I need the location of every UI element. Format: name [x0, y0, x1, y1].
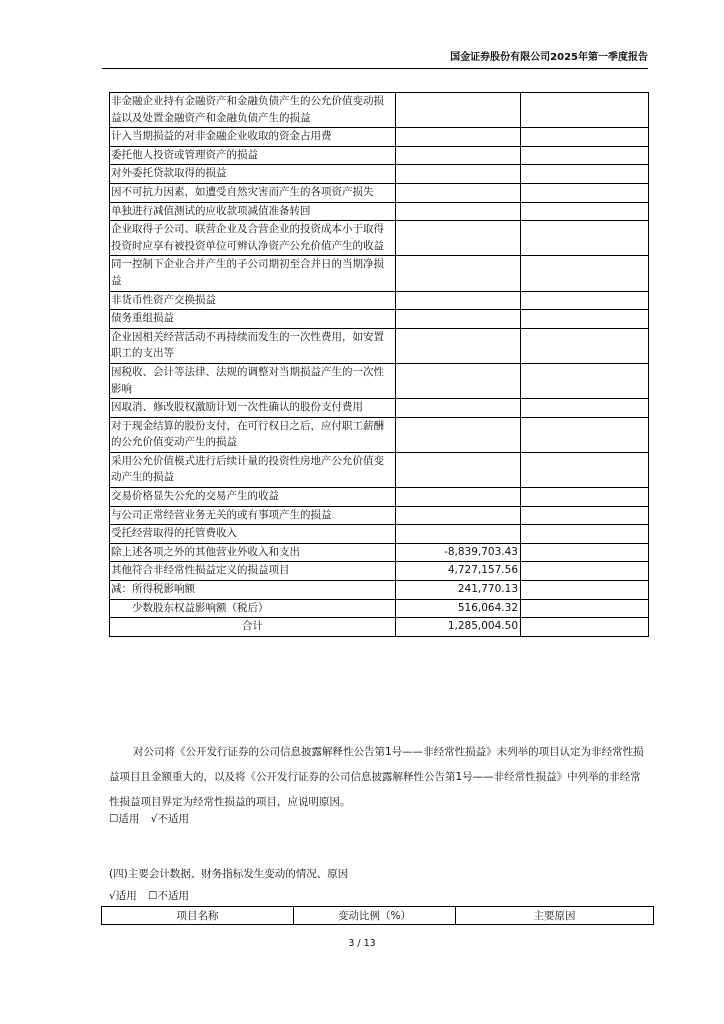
item-amount	[396, 165, 521, 184]
item-note	[521, 310, 649, 329]
table-row	[110, 128, 649, 147]
item-note	[521, 399, 649, 418]
table-row	[110, 256, 649, 291]
item-label: 企业取得子公司、联营企业及合营企业的投资成本小于取得投资时应享有被投资单位可辨认净资产公允价值产生的收益	[110, 221, 396, 256]
item-label: 企业因相关经营活动不再持续而发生的一次性费用，如安置职工的支出等	[110, 328, 396, 363]
item-label: 计入当期损益的对非金融企业收取的资金占用费	[110, 128, 396, 147]
item-amount	[396, 310, 521, 329]
item-label: 交易价格显失公允的交易产生的收益	[110, 488, 396, 507]
item-label: 采用公允价值模式进行后续计量的投资性房地产公允价值变动产生的损益	[110, 452, 396, 487]
item-note	[521, 543, 649, 562]
item-label: 非货币性资产交换损益	[110, 291, 396, 310]
table-row	[110, 488, 649, 507]
table-row	[110, 363, 649, 398]
applicability-options-1	[109, 812, 197, 826]
item-amount: 241,770.13	[396, 581, 521, 600]
table-row	[110, 452, 649, 487]
table-row	[110, 581, 649, 600]
table-row	[110, 562, 649, 581]
item-note	[521, 256, 649, 291]
item-amount	[396, 146, 521, 165]
item-amount: 516,064.32	[396, 599, 521, 618]
item-note	[521, 202, 649, 221]
item-label: 因税收、会计等法律、法规的调整对当期损益产生的一次性影响	[110, 363, 396, 398]
item-label: 受托经营取得的托管费收入	[110, 525, 396, 544]
table-row	[110, 599, 649, 618]
item-label: 除上述各项之外的其他营业外收入和支出	[110, 543, 396, 562]
table-row	[110, 146, 649, 165]
item-note	[521, 452, 649, 487]
table-row	[110, 328, 649, 363]
item-amount	[396, 256, 521, 291]
option-not-applicable-unchecked[interactable]: ☐不适用	[148, 890, 189, 902]
table-row	[110, 183, 649, 202]
item-amount	[396, 452, 521, 487]
item-note	[521, 618, 649, 637]
table-row	[110, 543, 649, 562]
table-row	[110, 310, 649, 329]
item-note	[521, 93, 649, 128]
item-label: 少数股东权益影响额（税后）	[110, 599, 396, 618]
applicability-options-2	[109, 889, 197, 903]
item-amount	[396, 506, 521, 525]
table-row	[110, 417, 649, 452]
item-note	[521, 599, 649, 618]
item-amount	[396, 202, 521, 221]
item-label: 债务重组损益	[110, 310, 396, 329]
item-note	[521, 488, 649, 507]
item-label: 单独进行减值测试的应收款项减值准备转回	[110, 202, 396, 221]
item-note	[521, 562, 649, 581]
table-row	[110, 93, 649, 128]
item-amount	[396, 221, 521, 256]
item-note	[521, 221, 649, 256]
item-amount	[396, 399, 521, 418]
item-label: 因取消、修改股权激励计划一次性确认的股份支付费用	[110, 399, 396, 418]
item-amount	[396, 363, 521, 398]
change-table	[101, 906, 654, 925]
table-row	[110, 202, 649, 221]
item-label: 委托他人投资或管理资产的损益	[110, 146, 396, 165]
non-recurring-items-table	[109, 92, 649, 637]
item-label: 与公司正常经营业务无关的或有事项产生的损益	[110, 506, 396, 525]
table-row	[110, 618, 649, 637]
table-row	[110, 506, 649, 525]
item-amount	[396, 488, 521, 507]
item-note	[521, 417, 649, 452]
table-row	[110, 399, 649, 418]
item-label: 同一控制下企业合并产生的子公司期初至合并日的当期净损益	[110, 256, 396, 291]
header-main-reason: 主要原因	[456, 907, 654, 925]
item-amount	[396, 525, 521, 544]
option-applicable[interactable]: ☐适用	[109, 813, 140, 825]
option-applicable-checked[interactable]: √适用	[109, 890, 137, 902]
item-label: 其他符合非经常性损益定义的损益项目	[110, 562, 396, 581]
item-note	[521, 183, 649, 202]
item-label: 对于现金结算的股份支付，在可行权日之后，应付职工薪酬的公允价值变动产生的损益	[110, 417, 396, 452]
item-note	[521, 291, 649, 310]
page-number: 3 / 13	[348, 938, 376, 949]
item-note	[521, 146, 649, 165]
item-amount	[396, 128, 521, 147]
option-not-applicable[interactable]: √不适用	[150, 813, 189, 825]
item-amount	[396, 417, 521, 452]
header-item-name: 项目名称	[102, 907, 294, 925]
item-label: 因不可抗力因素，如遭受自然灾害而产生的各项资产损失	[110, 183, 396, 202]
item-note	[521, 581, 649, 600]
item-amount: 4,727,157.56	[396, 562, 521, 581]
table-row	[110, 221, 649, 256]
header-change-ratio: 变动比例（%）	[294, 907, 456, 925]
item-amount: 1,285,004.50	[396, 618, 521, 637]
item-amount	[396, 183, 521, 202]
item-amount: -8,839,703.43	[396, 543, 521, 562]
item-note	[521, 525, 649, 544]
report-title: 国金证券股份有限公司2025年第一季度报告	[450, 52, 648, 63]
explanation-paragraph: 对公司将《公开发行证券的公司信息披露解释性公告第1号——非经常性损益》未列举的项目认定为非经常性损益项目且金额重大的，以及将《公开发行证券的公司信息披露解释性公告第1号——非经常性损益》中列举的非经常性损益项目界定为经常性损益的项目，应说明原因。	[109, 746, 644, 808]
section-4-title: (四)主要会计数据、财务指标发生变动的情况、原因	[109, 868, 349, 880]
item-note	[521, 506, 649, 525]
item-note	[521, 128, 649, 147]
change-table-header-row	[102, 907, 654, 925]
item-label: 非金融企业持有金融资产和金融负债产生的公允价值变动损益以及处置金融资产和金融负债产生的损益	[110, 93, 396, 128]
table-row	[110, 525, 649, 544]
item-label: 减：所得税影响额	[110, 581, 396, 600]
item-note	[521, 165, 649, 184]
item-note	[521, 328, 649, 363]
report-header	[102, 51, 648, 69]
item-amount	[396, 291, 521, 310]
item-label: 合计	[110, 618, 396, 637]
item-amount	[396, 93, 521, 128]
table-row	[110, 165, 649, 184]
item-amount	[396, 328, 521, 363]
table-row	[110, 291, 649, 310]
item-note	[521, 363, 649, 398]
item-label: 对外委托贷款取得的损益	[110, 165, 396, 184]
